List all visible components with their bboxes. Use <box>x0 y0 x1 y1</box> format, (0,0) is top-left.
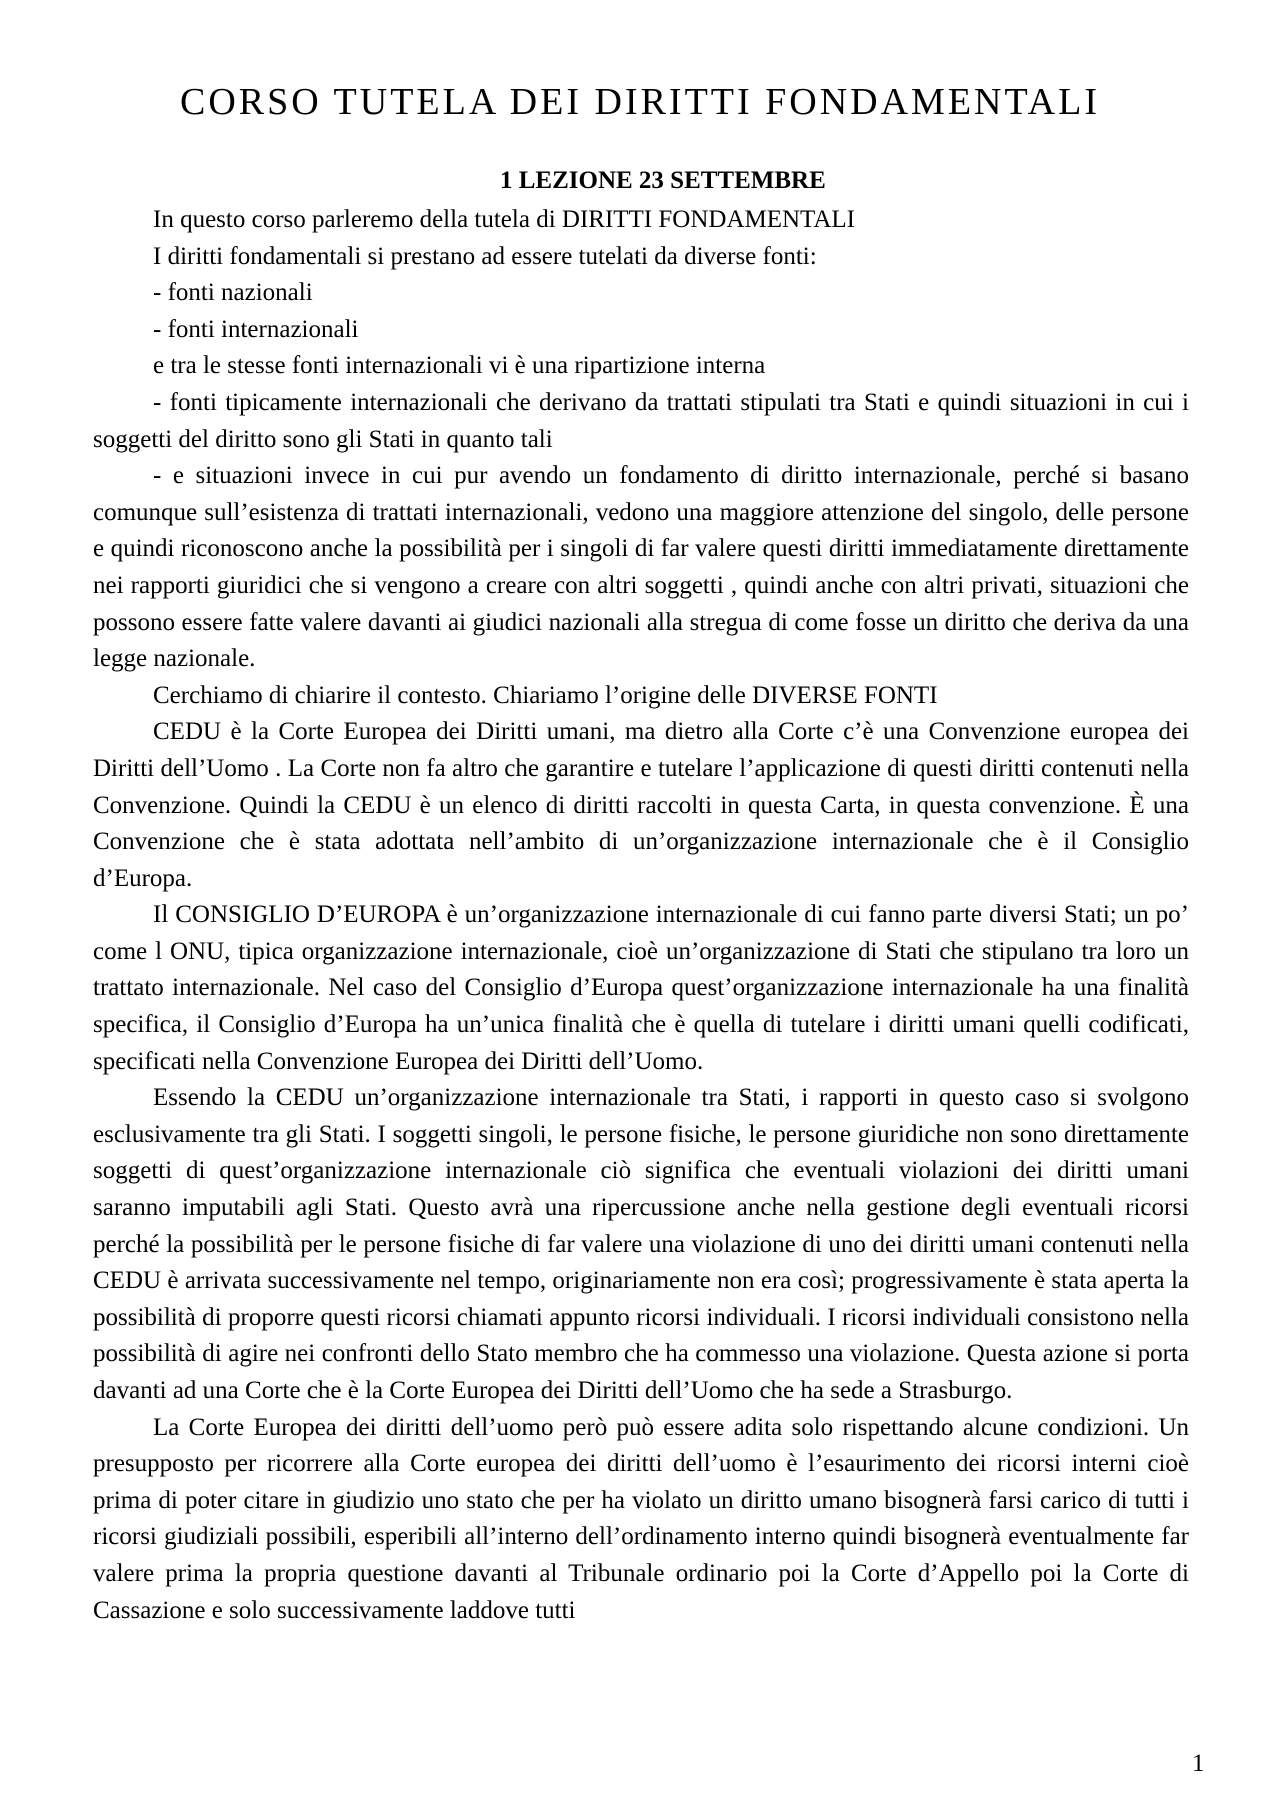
lesson-heading: 1 LEZIONE 23 SETTEMBRE <box>500 167 826 194</box>
document-body <box>93 202 1189 1629</box>
body-paragraph: - e situazioni invece in cui pur avendo un fondamento di diritto internazionale, perché si basano comunque sull’esistenza di trattati internazionali, vedono una maggiore attenzione del singolo, delle persone e quindi riconoscono anche la possibilità per i singoli di far valere questi diritti immediatamente direttamente nei rapporti giuridici che si vengono a creare con altri soggetti , quindi anche con altri privati, situazioni che possono essere fatte valere davanti ai giudici nazionali alla stregua di come fosse un diritto che deriva da una legge nazionale. <box>93 462 1189 673</box>
body-paragraph: CEDU è la Corte Europea dei Diritti umani, ma dietro alla Corte c’è una Convenzione europea dei Diritti dell’Uomo . La Corte non fa altro che garantire e tutelare l’applicazione di questi diritti contenuti nella Convenzione. Quindi la CEDU è un elenco di diritti raccolti in questa Carta, in questa convenzione. È una Convenzione che è stata adottata nell’ambito di un’organizzazione internazionale che è il Consiglio d’Europa. <box>93 718 1189 892</box>
body-paragraph: Il CONSIGLIO D’EUROPA è un’organizzazione internazionale di cui fanno parte diversi Stati; un po’ come l ONU, tipica organizzazione internazionale, cioè un’organizzazione di Stati che stipulano tra loro un trattato internazionale. Nel caso del Consiglio d’Europa quest’organizzazione internazionale ha una finalità specifica, il Consiglio d’Europa ha un’unica finalità che è quella di tutelare i diritti umani quelli codificati, specificati nella Convenzione Europea dei Diritti dell’Uomo. <box>93 901 1189 1075</box>
body-paragraph: Cerchiamo di chiarire il contesto. Chiariamo l’origine delle DIVERSE FONTI <box>153 681 938 709</box>
body-paragraph: La Corte Europea dei diritti dell’uomo però può essere adita solo rispettando alcune condizioni. Un presupposto per ricorrere alla Corte europea dei diritti dell’uomo è l’esaurimento dei ricorsi interni cioè prima di poter citare in giudizio uno stato che per ha violato un diritto umano bisognerà farsi carico di tutti i ricorsi giudiziali possibili, esperibili all’interno dell’ordinamento interno quindi bisognerà eventualmente far valere prima la propria questione davanti al Tribunale ordinario poi la Corte d’Appello poi la Corte di Cassazione e solo successivamente laddove tutti <box>93 1413 1189 1624</box>
body-line: In questo corso parleremo della tutela di DIRITTI FONDAMENTALI <box>153 206 855 233</box>
body-line: e tra le stesse fonti internazionali vi è una ripartizione interna <box>153 352 766 380</box>
document-title: CORSO TUTELA DEI DIRITTI FONDAMENTALI <box>180 81 1100 123</box>
page-number: 1 <box>1192 1750 1205 1777</box>
body-line: I diritti fondamentali si prestano ad essere tutelati da diverse fonti: <box>153 242 817 270</box>
body-paragraph: - fonti tipicamente internazionali che derivano da trattati stipulati tra Stati e quindi situazioni in cui i soggetti del diritto sono gli Stati in quanto tali <box>93 388 1189 453</box>
body-paragraph: Essendo la CEDU un’organizzazione internazionale tra Stati, i rapporti in questo caso si svolgono esclusivamente tra gli Stati. I soggetti singoli, le persone fisiche, le persone giuridiche non sono direttamente soggetti di quest’organizzazione internazionale ciò significa che eventuali violazioni dei diritti umani saranno imputabili agli Stati. Questo avrà una ripercussione anche nella gestione degli eventuali ricorsi perché la possibilità per le persone fisiche di far valere una violazione di uno dei diritti umani contenuti nella CEDU è arrivata successivamente nel tempo, originariamente non era così; progressivamente è stata aperta la possibilità di proporre questi ricorsi chiamati appunto ricorsi individuali. I ricorsi individuali consistono nella possibilità di agire nei confronti dello Stato membro che ha commesso una violazione. Questa azione si porta davanti ad una Corte che è la Corte Europea dei Diritti dell’Uomo che ha sede a Strasburgo. <box>93 1084 1189 1404</box>
list-item: - fonti internazionali <box>153 315 359 343</box>
list-item: - fonti nazionali <box>153 279 313 307</box>
